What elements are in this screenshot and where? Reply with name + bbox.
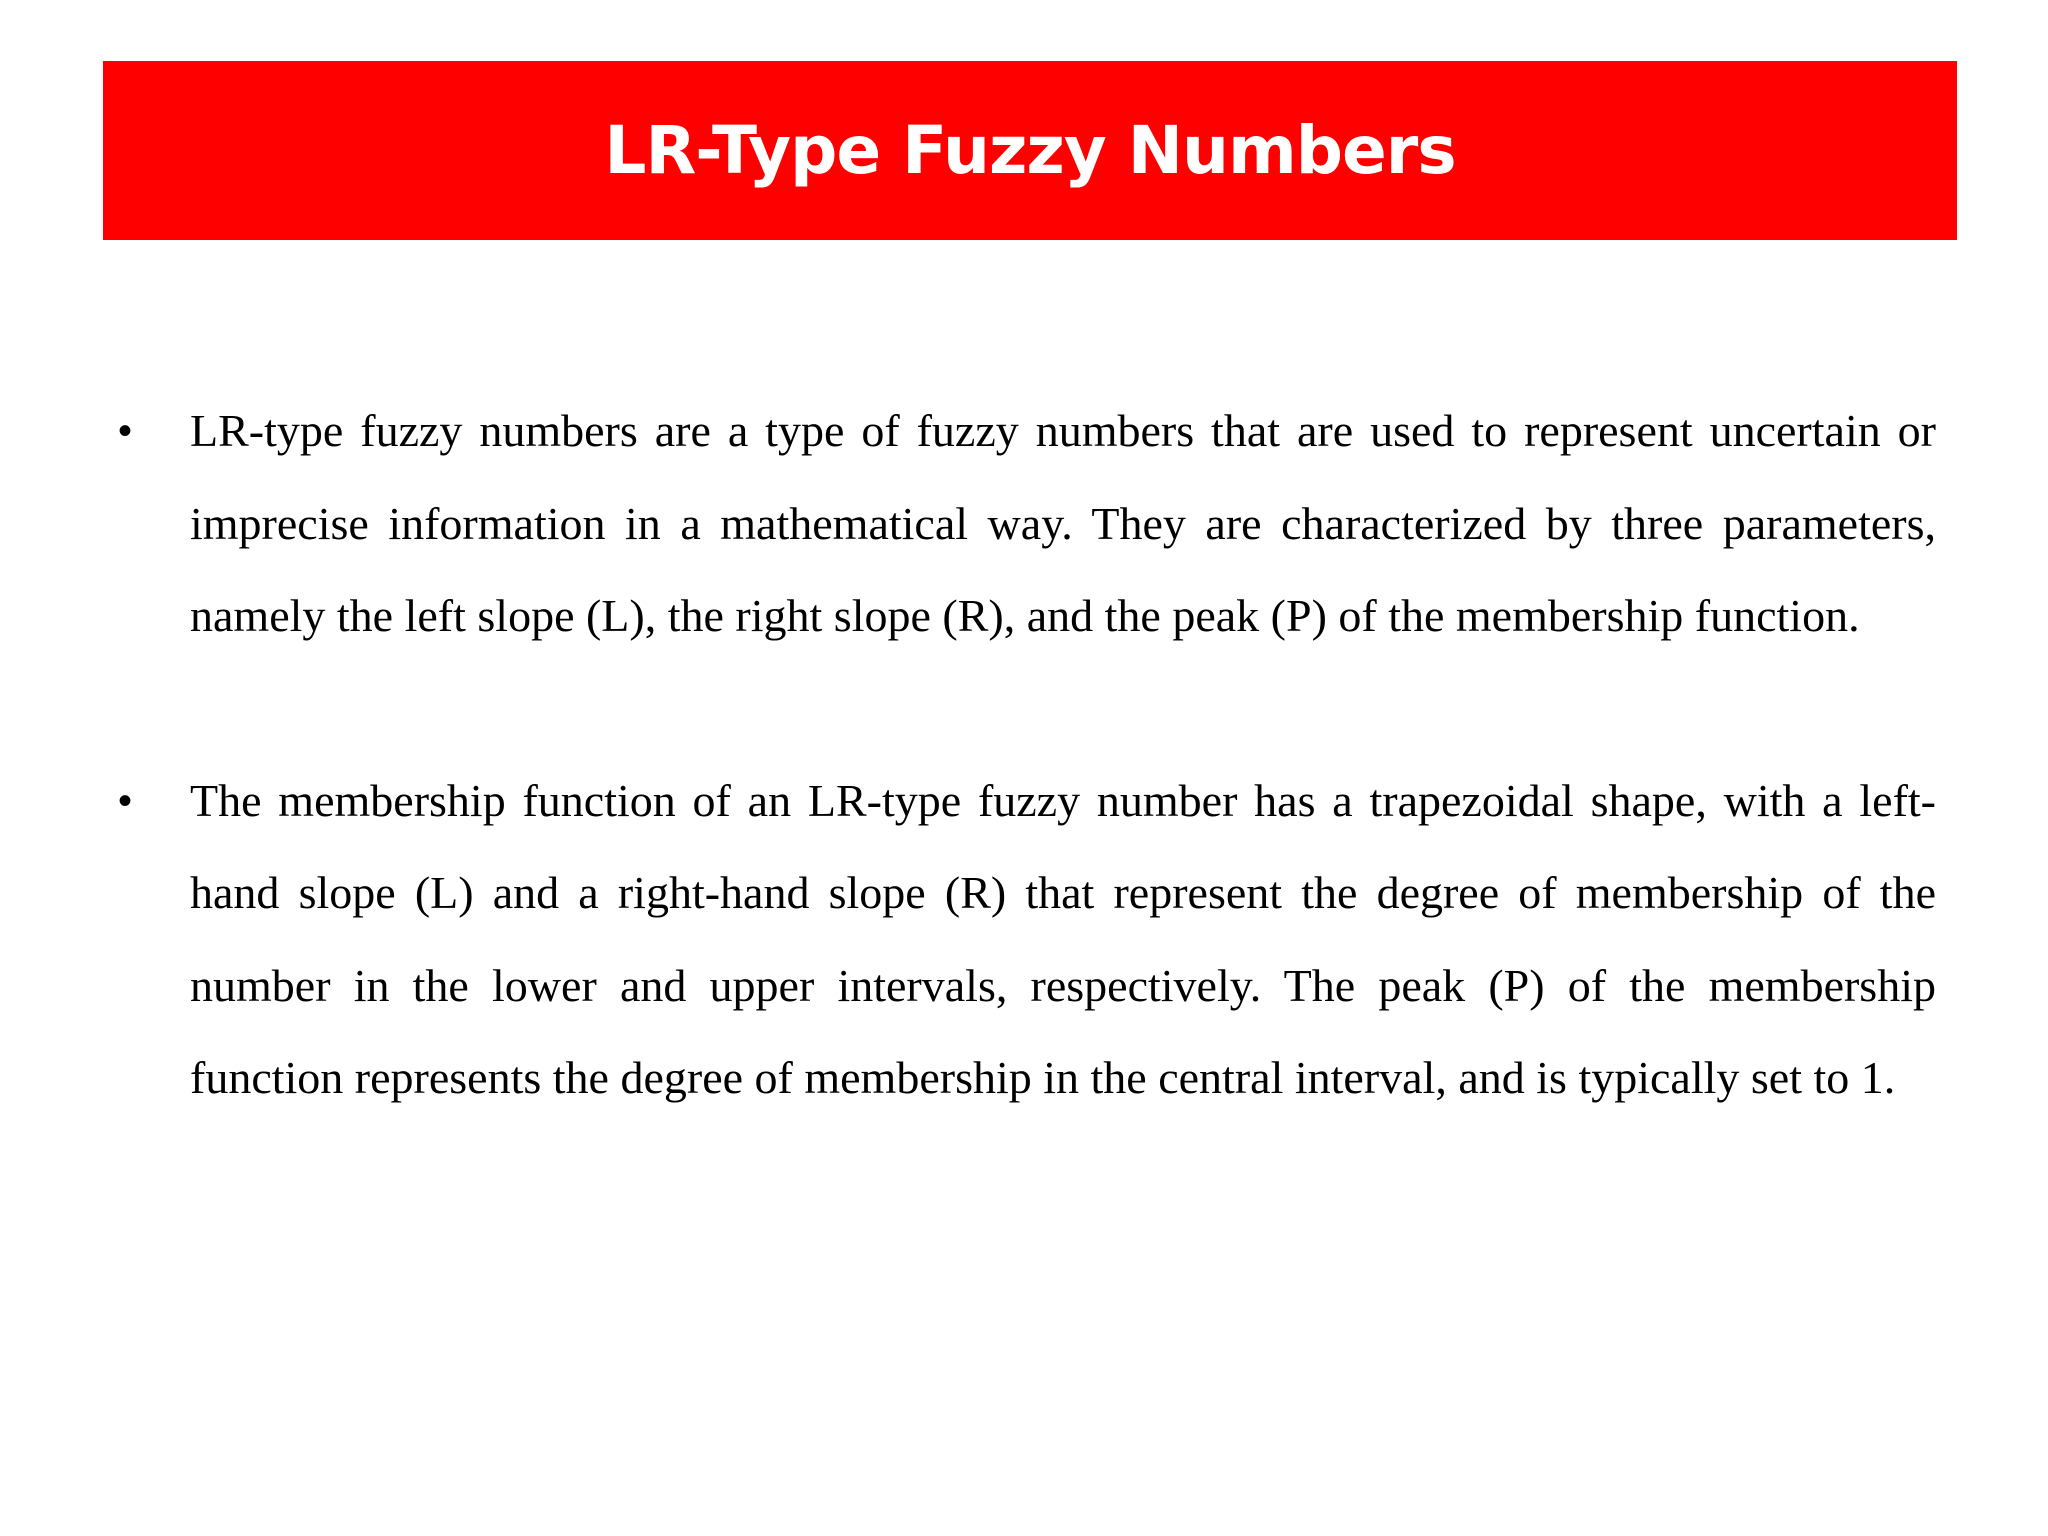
bullet-list <box>118 385 1936 1125</box>
bullet-point-icon: • <box>118 409 133 453</box>
bullet-text: LR-type fuzzy numbers are a type of fuzzy numbers that are used to represent uncertain or imprecise information in a mathematical way. They are characterized by three parameters, namely the left slope (L), the right slope (R), and the peak (P) of the membership function. <box>190 405 1936 641</box>
slide-title: LR-Type Fuzzy Numbers <box>604 112 1456 189</box>
bullet-item <box>118 755 1936 1125</box>
bullet-text: The membership function of an LR-type fuzzy number has a trapezoidal shape, with a left-hand slope (L) and a right-hand slope (R) that represent the degree of membership of the number in the lower and upper intervals, respectively. The peak (P) of the membership function represents the degree of membership in the central interval, and is typically set to 1. <box>190 774 1936 1103</box>
bullet-item <box>118 385 1936 663</box>
bullet-point-icon: • <box>118 778 133 823</box>
title-banner <box>103 61 1957 240</box>
